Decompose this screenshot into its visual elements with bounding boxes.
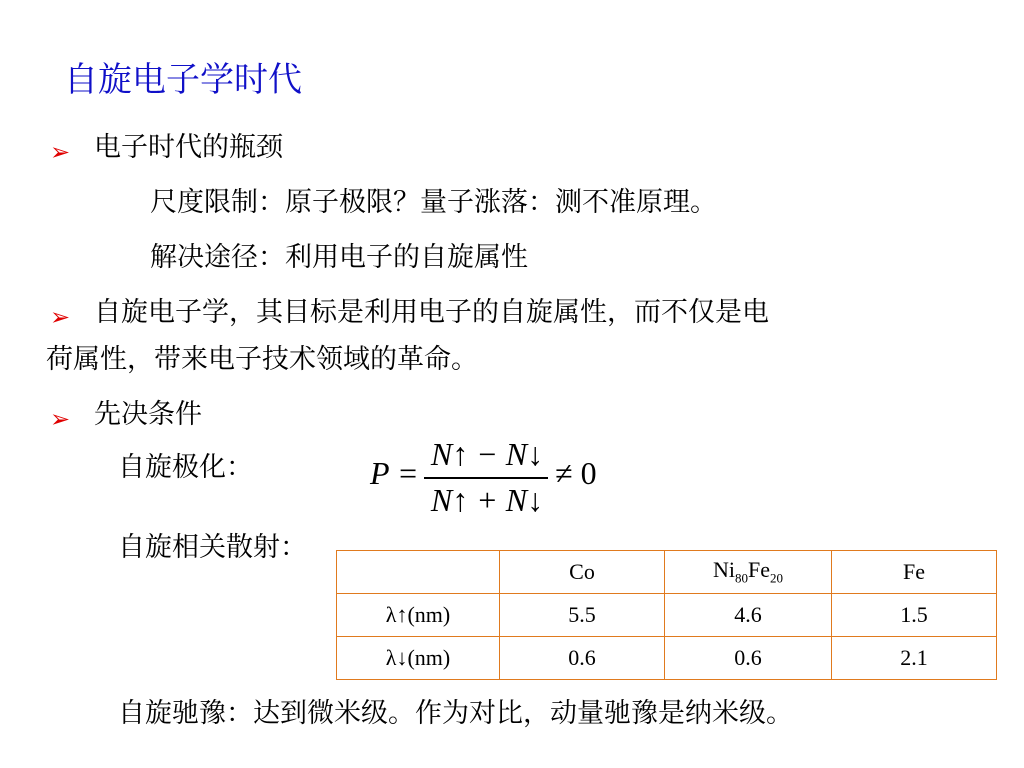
bullet-2-text-line1: 自旋电子学，其目标是利用电子的自旋属性，而不仅是电 — [94, 297, 769, 328]
table-header-cell-nife: $Ni_{80}Fe_{20}$ — [665, 551, 832, 594]
table-row — [337, 637, 997, 680]
bullet-1-text: 电子时代的瓶颈 — [94, 132, 283, 163]
slide-title: 自旋电子学时代 — [64, 60, 302, 100]
table-row-label: λ↓(nm) — [337, 637, 500, 680]
table-cell: 0.6 — [500, 637, 665, 680]
table-header-cell: Co — [500, 551, 665, 594]
scattering-label: 自旋相关散射： — [118, 532, 307, 563]
table-cell: 2.1 — [832, 637, 997, 680]
table-header-cell — [337, 551, 500, 594]
scale-limit-text: 尺度限制：原子极限？量子涨落：测不准原理。 — [150, 187, 717, 218]
formula-lhs: P = — [370, 455, 419, 491]
formula-denominator: N↑ + N↓ — [430, 482, 544, 518]
table-cell: 0.6 — [665, 637, 832, 680]
bullet-arrow-icon: ➢ — [50, 405, 71, 433]
table-row — [337, 594, 997, 637]
table-header-cell: Fe — [832, 551, 997, 594]
formula-numerator: N↑ − N↓ — [430, 436, 544, 472]
bullet-arrow-icon: ➢ — [50, 303, 71, 331]
table-row-label: λ↑(nm) — [337, 594, 500, 637]
scattering-table — [336, 550, 997, 680]
table-cell: 1.5 — [832, 594, 997, 637]
table-header-row — [337, 551, 997, 594]
table-cell: 4.6 — [665, 594, 832, 637]
fraction-bar — [424, 477, 548, 479]
polarization-label: 自旋极化： — [118, 452, 253, 483]
bullet-2-text-line2: 荷属性，带来电子技术领域的革命。 — [46, 344, 478, 375]
bullet-arrow-icon: ➢ — [50, 138, 71, 166]
relaxation-text: 自旋驰豫：达到微米级。作为对比，动量驰豫是纳米级。 — [118, 698, 793, 729]
table-cell: 5.5 — [500, 594, 665, 637]
formula-rhs: ≠ 0 — [555, 455, 597, 491]
bullet-3-text: 先决条件 — [94, 399, 202, 430]
solution-text: 解决途径：利用电子的自旋属性 — [150, 242, 528, 273]
